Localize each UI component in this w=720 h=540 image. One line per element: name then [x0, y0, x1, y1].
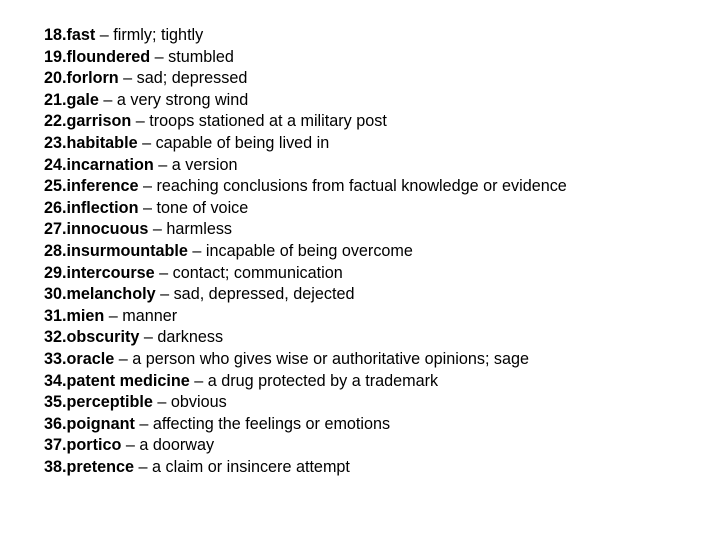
- vocabulary-definition: – sad; depressed: [118, 69, 248, 88]
- item-number: 32.: [44, 328, 67, 347]
- vocabulary-item: [44, 155, 567, 177]
- item-number: 28.: [44, 241, 67, 260]
- item-number: 30.: [44, 285, 67, 304]
- vocabulary-definition: – incapable of being overcome: [187, 241, 413, 260]
- vocabulary-term: intercourse: [66, 263, 155, 282]
- vocabulary-definition: – firmly; tightly: [95, 26, 204, 44]
- item-number: 19.: [44, 47, 67, 66]
- vocabulary-item: [44, 392, 567, 414]
- vocabulary-definition: – reaching conclusions from factual knowledge or evidence: [138, 177, 567, 196]
- vocabulary-term: inflection: [66, 198, 139, 217]
- vocabulary-term: fast: [66, 26, 96, 44]
- vocabulary-definition: – a drug protected by a trademark: [189, 371, 439, 390]
- vocabulary-item: [44, 198, 567, 220]
- item-number: 34.: [44, 371, 67, 390]
- vocabulary-definition: – a person who gives wise or authoritative opinions; sage: [114, 349, 530, 368]
- item-number: 37.: [44, 436, 67, 455]
- vocabulary-term: pretence: [66, 457, 134, 476]
- vocabulary-term: poignant: [66, 414, 135, 433]
- vocabulary-term: insurmountable: [66, 241, 188, 260]
- item-number: 22.: [44, 112, 67, 131]
- item-number: 26.: [44, 198, 67, 217]
- vocabulary-item: [44, 349, 567, 371]
- vocabulary-item: [44, 111, 567, 133]
- item-number: 20.: [44, 69, 67, 88]
- item-number: 25.: [44, 177, 67, 196]
- vocabulary-term: incarnation: [66, 155, 154, 174]
- vocabulary-term: gale: [66, 90, 99, 109]
- vocabulary-definition: – capable of being lived in: [137, 133, 330, 152]
- vocabulary-definition: – darkness: [139, 328, 224, 347]
- vocabulary-item: [44, 306, 567, 328]
- vocabulary-term: patent medicine: [66, 371, 190, 390]
- vocabulary-term: habitable: [66, 133, 138, 152]
- vocabulary-item: [44, 414, 567, 436]
- vocabulary-term: inference: [66, 177, 139, 196]
- vocabulary-item: [44, 241, 567, 263]
- vocabulary-definition: – obvious: [152, 393, 227, 412]
- item-number: 33.: [44, 349, 67, 368]
- vocabulary-term: garrison: [66, 112, 132, 131]
- vocabulary-item: [44, 47, 567, 69]
- vocabulary-term: melancholy: [66, 285, 156, 304]
- item-number: 21.: [44, 90, 67, 109]
- vocabulary-definition: – sad, depressed, dejected: [155, 285, 355, 304]
- vocabulary-definition: – troops stationed at a military post: [131, 112, 387, 131]
- vocabulary-item: [44, 435, 567, 457]
- vocabulary-definition: – a claim or insincere attempt: [134, 457, 350, 476]
- item-number: 23.: [44, 133, 67, 152]
- vocabulary-item: [44, 176, 567, 198]
- item-number: 24.: [44, 155, 67, 174]
- vocabulary-term: obscurity: [66, 328, 140, 347]
- vocabulary-definition: – stumbled: [150, 47, 234, 66]
- item-number: 29.: [44, 263, 67, 282]
- item-number: 38.: [44, 457, 67, 476]
- vocabulary-list: [44, 25, 567, 478]
- vocabulary-definition: – contact; communication: [154, 263, 343, 282]
- vocabulary-item: [44, 371, 567, 393]
- vocabulary-term: floundered: [66, 47, 151, 66]
- vocabulary-item: [44, 219, 567, 241]
- vocabulary-item: [44, 327, 567, 349]
- vocabulary-definition: – harmless: [148, 220, 233, 239]
- item-number: 18.: [44, 26, 67, 44]
- vocabulary-term: oracle: [66, 349, 115, 368]
- vocabulary-item: [44, 284, 567, 306]
- item-number: 36.: [44, 414, 67, 433]
- vocabulary-term: mien: [66, 306, 105, 325]
- vocabulary-definition: – a version: [153, 155, 238, 174]
- item-number: 31.: [44, 306, 67, 325]
- vocabulary-definition: – a doorway: [121, 436, 215, 455]
- vocabulary-item: [44, 25, 567, 47]
- vocabulary-item: [44, 263, 567, 285]
- vocabulary-item: [44, 90, 567, 112]
- vocabulary-term: portico: [66, 436, 122, 455]
- vocabulary-definition: – affecting the feelings or emotions: [134, 414, 391, 433]
- vocabulary-definition: – tone of voice: [138, 198, 249, 217]
- vocabulary-item: [44, 133, 567, 155]
- item-number: 35.: [44, 393, 67, 412]
- vocabulary-item: [44, 68, 567, 90]
- vocabulary-item: [44, 457, 567, 479]
- item-number: 27.: [44, 220, 67, 239]
- vocabulary-term: innocuous: [66, 220, 149, 239]
- vocabulary-definition: – manner: [104, 306, 178, 325]
- vocabulary-term: perceptible: [66, 393, 153, 412]
- vocabulary-term: forlorn: [66, 69, 119, 88]
- vocabulary-definition: – a very strong wind: [98, 90, 249, 109]
